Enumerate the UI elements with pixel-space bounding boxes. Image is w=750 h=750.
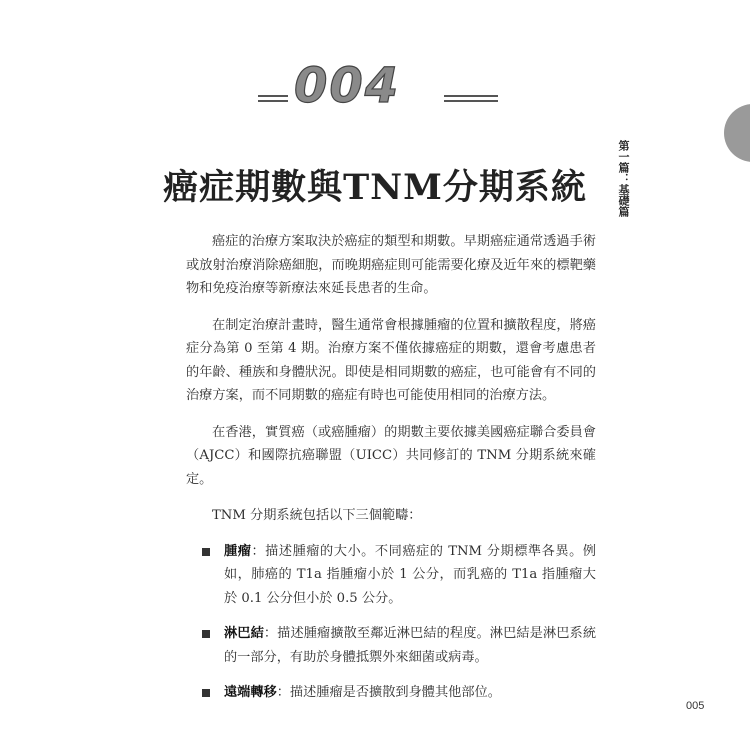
- list-intro: TNM 分期系統包括以下三個範疇：: [212, 508, 422, 523]
- square-bullet-icon: [202, 548, 210, 556]
- list-item-text: ：描述腫瘤的大小。不同癌症的 TNM 分期標準各異。例如，肺癌的 T1a 指腫瘤小於 1 公分，而乳癌的 T1a 指腫瘤大於 0.1 公分但小於 0.5 公分。: [224, 543, 596, 606]
- paragraph: 在香港，實質癌（或癌腫瘤）的期數主要依據美國癌症聯合委員會（AJCC）和國際抗癌聯盟（UICC）共同修訂的 TNM 分期系統來確定。: [186, 424, 596, 487]
- chapter-header: [258, 60, 498, 112]
- list-item: [186, 681, 596, 705]
- list-item-term: 淋巴結: [224, 626, 264, 641]
- header-line-left-2: [258, 100, 288, 102]
- header-line-right: [444, 95, 498, 97]
- body-text: [186, 230, 596, 717]
- list-item-text: ：描述腫瘤擴散至鄰近淋巴結的程度。淋巴結是淋巴系統的一部分，有助於身體抵禦外來細菌或病毒。: [224, 626, 597, 665]
- list-item: [186, 540, 596, 611]
- paragraph: 在制定治療計畫時，醫生通常會根據腫瘤的位置和擴散程度，將癌症分為第 0 至第 4 期。治療方案不僅依據癌症的期數，還會考慮患者的年齡、種族和身體狀況。即使是相同期數的癌症，也可能會有不同的治療方案，而不同期數的癌症有時也可能使用相同的治療方法。: [186, 317, 596, 403]
- side-tab: [724, 104, 750, 164]
- list-item-term: 腫瘤: [224, 543, 252, 559]
- list-item-text: ：描述腫瘤是否擴散到身體其他部位。: [276, 685, 501, 700]
- paragraph: 癌症的治療方案取決於癌症的類型和期數。早期癌症通常透過手術或放射治療消除癌細胞，而晚期癌症則可能需要化療及近年來的標靶藥物和免疫治療等新療法來延長患者的生命。: [186, 234, 596, 296]
- header-line-right-2: [444, 100, 498, 102]
- side-tab-label: 第一篇：基礎篇: [617, 140, 630, 217]
- page-title: 癌症期數與TNM分期系統: [163, 167, 587, 208]
- tnm-list: [186, 540, 596, 705]
- square-bullet-icon: [202, 630, 210, 638]
- chapter-number: 004: [294, 58, 401, 114]
- side-tab-circle: [724, 104, 750, 162]
- list-item: [186, 622, 596, 669]
- square-bullet-icon: [202, 689, 210, 697]
- header-line-left: [258, 95, 288, 97]
- page-number: 005: [686, 700, 705, 712]
- list-item-term: 遠端轉移: [224, 685, 277, 700]
